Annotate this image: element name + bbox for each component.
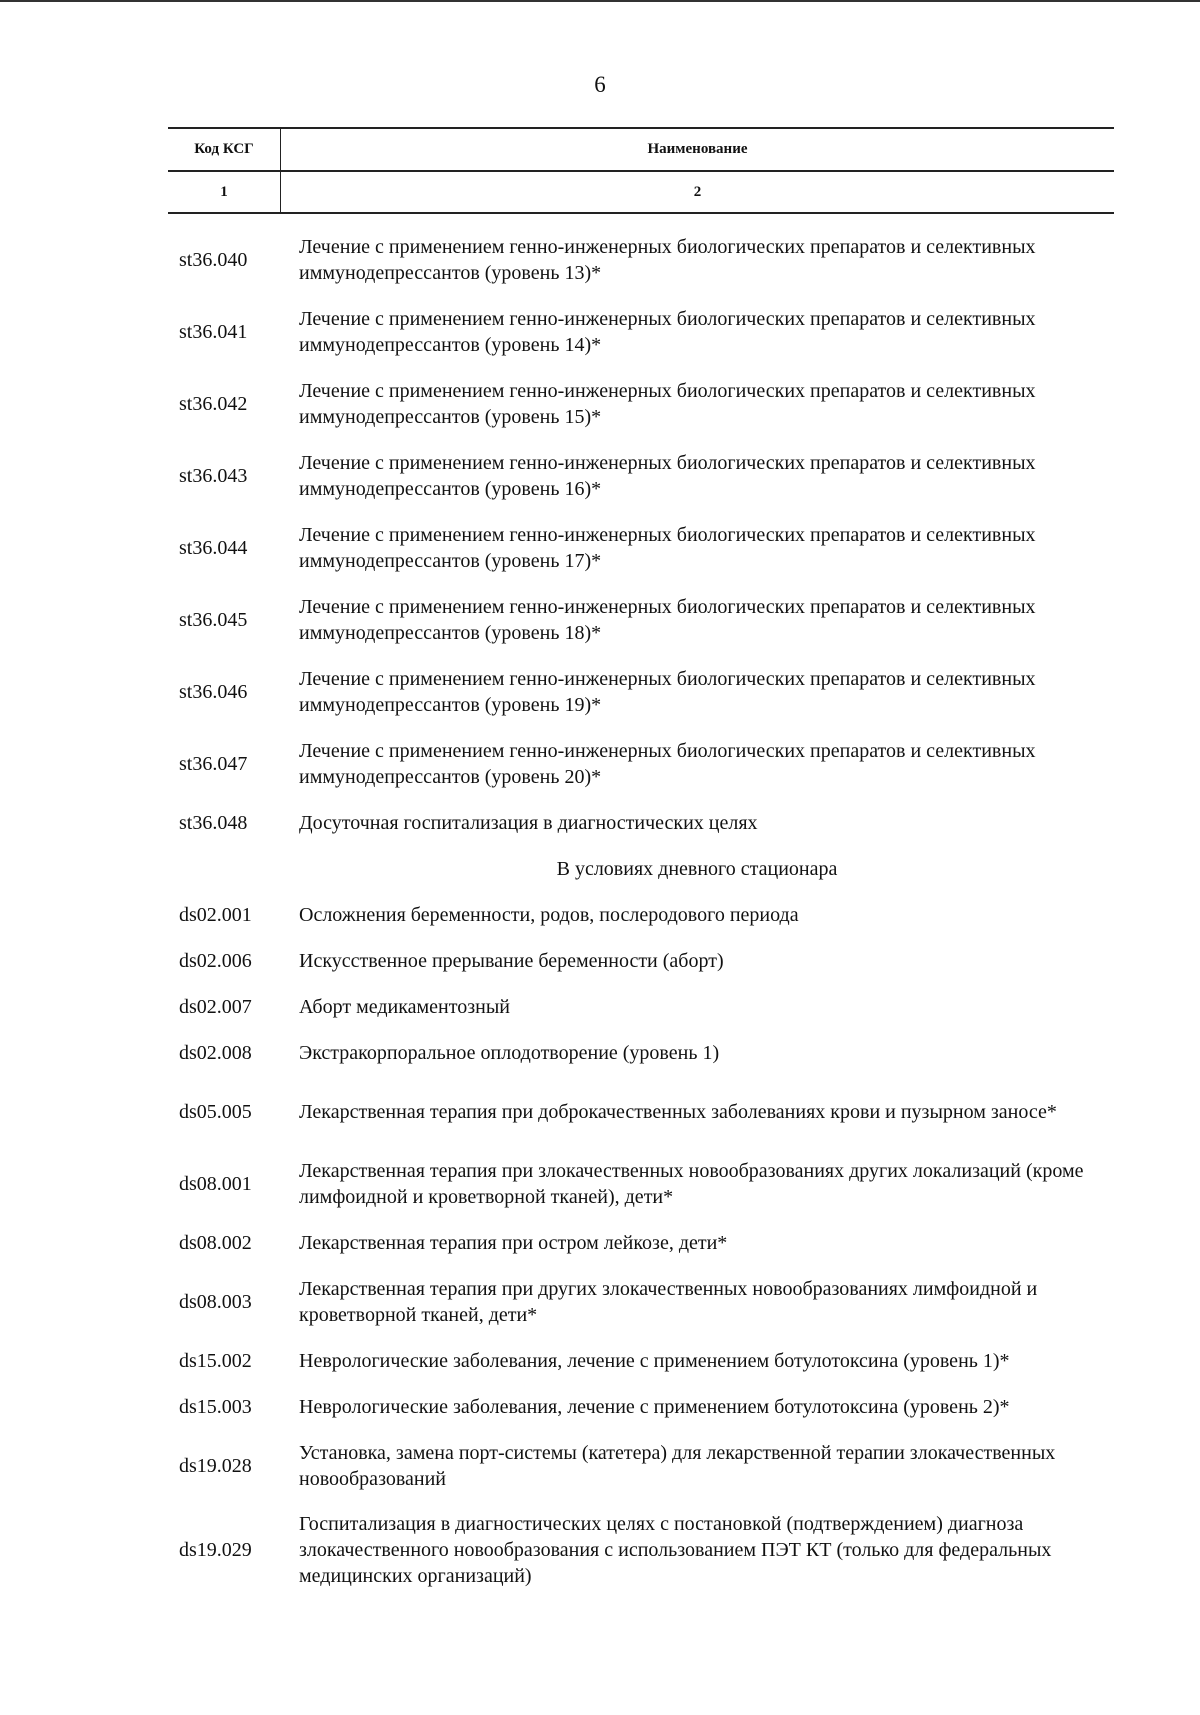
row-code: st36.045 xyxy=(179,608,248,631)
row-code: st36.046 xyxy=(179,680,248,703)
row-code: ds15.002 xyxy=(179,1349,252,1372)
row-name: Госпитализация в диагностических целях с постановкой (подтверждением) диагноза злокачественного новообразования с использованием ПЭТ КТ (только для федеральных медицинских организаций) xyxy=(299,1513,1052,1587)
row-name: Экстракорпоральное оплодотворение (уровень 1) xyxy=(299,1042,720,1064)
header-code: Код КСГ xyxy=(168,129,281,170)
row-name: Лечение с применением генно-инженерных биологических препаратов и селективных иммунодепрессантов (уровень 16)* xyxy=(299,452,1036,500)
ksg-table xyxy=(168,127,1114,1598)
row-name: Лечение с применением генно-инженерных биологических препаратов и селективных иммунодепрессантов (уровень 17)* xyxy=(299,524,1036,572)
table-row xyxy=(168,1030,1114,1076)
row-code: st36.043 xyxy=(179,464,248,487)
table-row xyxy=(168,1338,1114,1384)
row-code: ds02.008 xyxy=(179,1041,252,1064)
row-name: Лекарственная терапия при доброкачественных заболеваниях крови и пузырном заносе* xyxy=(299,1101,1057,1123)
table-row xyxy=(168,1220,1114,1266)
row-code: st36.040 xyxy=(179,248,248,271)
row-name: Лечение с применением генно-инженерных биологических препаратов и селективных иммунодепрессантов (уровень 13)* xyxy=(299,236,1036,284)
row-name: Лекарственная терапия при других злокачественных новообразованиях лимфоидной и кроветворной тканей, дети* xyxy=(299,1278,1038,1326)
table-row xyxy=(168,892,1114,938)
row-name: Лечение с применением генно-инженерных биологических препаратов и селективных иммунодепрессантов (уровень 20)* xyxy=(299,740,1036,788)
table-row xyxy=(168,1148,1114,1220)
row-code: ds08.002 xyxy=(179,1231,252,1254)
section-heading-row xyxy=(168,846,1114,892)
row-code: st36.048 xyxy=(179,811,248,834)
table-row xyxy=(168,656,1114,728)
row-name: Неврологические заболевания, лечение с применением ботулотоксина (уровень 1)* xyxy=(299,1350,1010,1372)
table-row xyxy=(168,584,1114,656)
table-row xyxy=(168,368,1114,440)
index-name: 2 xyxy=(693,183,702,200)
row-name: Досуточная госпитализация в диагностических целях xyxy=(299,812,758,834)
index-code: 1 xyxy=(168,172,281,212)
column-index-row xyxy=(168,172,1114,214)
table-row xyxy=(168,1502,1114,1598)
row-name: Искусственное прерывание беременности (аборт) xyxy=(299,950,724,972)
row-name: Неврологические заболевания, лечение с применением ботулотоксина (уровень 2)* xyxy=(299,1396,1010,1418)
row-code: ds19.028 xyxy=(179,1454,252,1477)
row-code: ds19.029 xyxy=(179,1538,252,1561)
row-name: Лечение с применением генно-инженерных биологических препаратов и селективных иммунодепрессантов (уровень 15)* xyxy=(299,380,1036,428)
row-code: ds02.001 xyxy=(179,903,252,926)
table-row xyxy=(168,1076,1114,1148)
row-code: st36.044 xyxy=(179,536,248,559)
table-body xyxy=(168,224,1114,1598)
table-row xyxy=(168,800,1114,846)
table-row xyxy=(168,1266,1114,1338)
row-name: Лечение с применением генно-инженерных биологических препаратов и селективных иммунодепрессантов (уровень 18)* xyxy=(299,596,1036,644)
row-name: Лекарственная терапия при злокачественных новообразованиях других локализаций (кроме лимфоидной и кроветворной тканей), дети* xyxy=(299,1160,1084,1208)
row-code: ds02.006 xyxy=(179,949,252,972)
page-number: 6 xyxy=(594,72,606,97)
table-header xyxy=(168,127,1114,172)
row-code: ds02.007 xyxy=(179,995,252,1018)
top-rule xyxy=(0,0,1200,2)
table-row xyxy=(168,984,1114,1030)
table-row xyxy=(168,728,1114,800)
row-name: Установка, замена порт-системы (катетера) для лекарственной терапии злокачественных новообразований xyxy=(299,1442,1056,1490)
row-code: ds08.001 xyxy=(179,1172,252,1195)
row-name: Аборт медикаментозный xyxy=(299,996,510,1018)
row-code: ds15.003 xyxy=(179,1395,252,1418)
row-code: ds05.005 xyxy=(179,1100,252,1123)
row-code: ds08.003 xyxy=(179,1290,252,1313)
row-name: Лекарственная терапия при остром лейкозе, дети* xyxy=(299,1232,728,1254)
table-row xyxy=(168,440,1114,512)
table-row xyxy=(168,938,1114,984)
table-row xyxy=(168,512,1114,584)
table-row xyxy=(168,1430,1114,1502)
table-row xyxy=(168,1384,1114,1430)
row-code: st36.047 xyxy=(179,752,248,775)
row-code: st36.041 xyxy=(179,320,248,343)
header-name: Наименование xyxy=(647,141,748,157)
row-name: Лечение с применением генно-инженерных биологических препаратов и селективных иммунодепрессантов (уровень 19)* xyxy=(299,668,1036,716)
table-row xyxy=(168,224,1114,296)
table-row xyxy=(168,296,1114,368)
row-name: Лечение с применением генно-инженерных биологических препаратов и селективных иммунодепрессантов (уровень 14)* xyxy=(299,308,1036,356)
row-name: Осложнения беременности, родов, послеродового периода xyxy=(299,904,799,926)
row-code: st36.042 xyxy=(179,392,248,415)
section-title: В условиях дневного стационара xyxy=(556,857,838,880)
